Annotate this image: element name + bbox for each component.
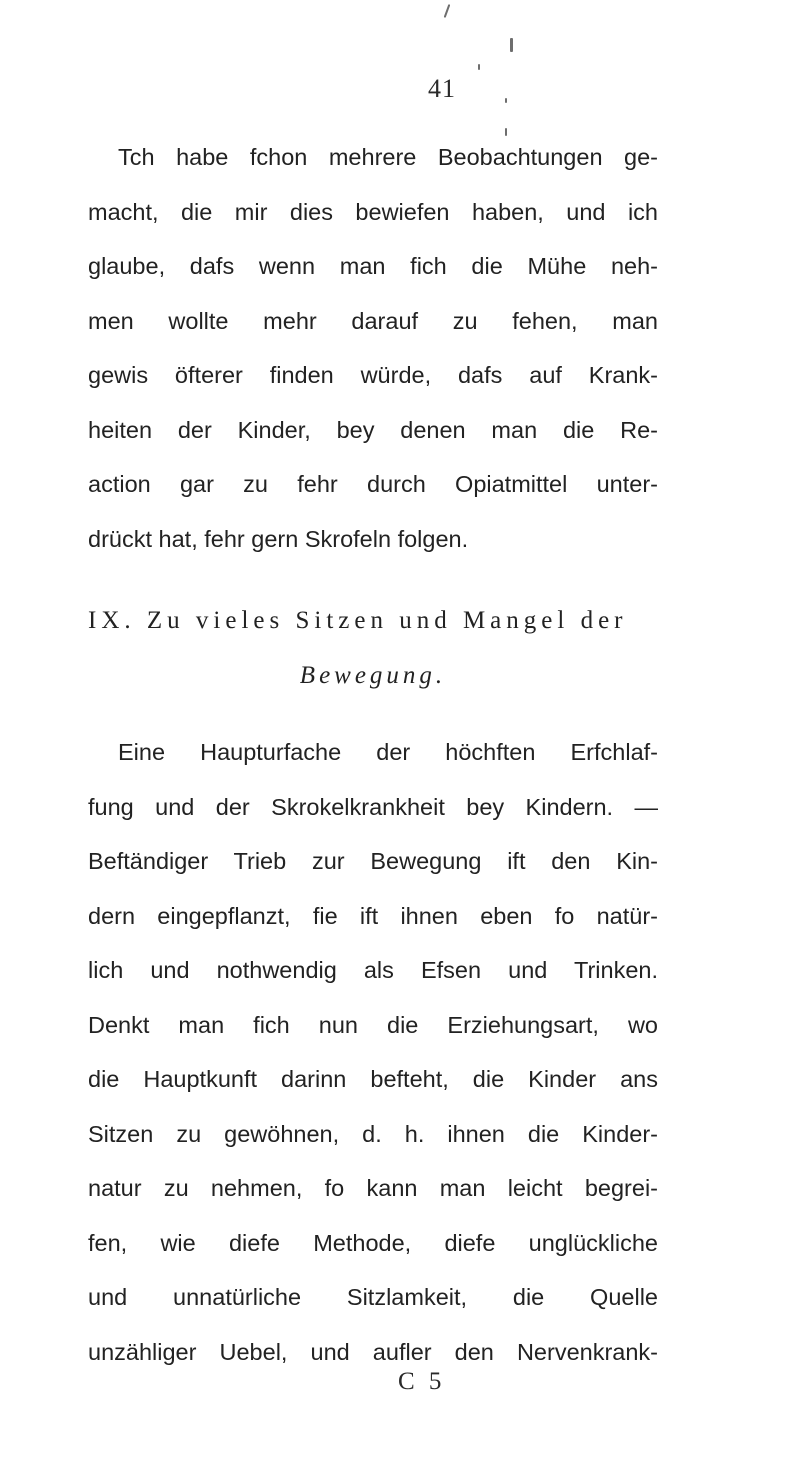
text-line: action gar zu fehr durch Opiatmittel unter-	[88, 471, 658, 497]
text-line: Denkt man fich nun die Erziehungsart, wo	[88, 1011, 658, 1038]
body-text	[88, 130, 658, 1379]
text-line: drückt hat, fehr gern Skrofeln folgen.	[88, 525, 469, 552]
text-line: dern eingepflanzt, fie ift ihnen eben fo natür-	[88, 902, 658, 929]
text-line: Sitzen zu gewöhnen, d. h. ihnen die Kinder-	[88, 1120, 658, 1147]
text-line: Eine Haupturfache der höchften Erfchlaf-	[118, 739, 658, 765]
text-line: fen, wie diefe Methode, diefe unglückliche	[88, 1229, 658, 1256]
text-line: men wollte mehr darauf zu fehen, man	[88, 307, 658, 334]
text-line: Beftändiger Trieb zur Bewegung ift den Kin-	[88, 848, 658, 874]
scan-speck	[478, 64, 480, 70]
text-line: und unnatürliche Sitzlamkeit, die Quelle	[88, 1284, 658, 1310]
text-line: fung und der Skrokelkrankheit bey Kindern. —	[88, 793, 658, 820]
section-heading-continued: Bewegung.	[299, 661, 447, 689]
section-heading: IX. Zu vieles Sitzen und Mangel der	[88, 607, 628, 634]
scan-speck	[505, 98, 507, 103]
text-line: lich und nothwendig als Efsen und Trinken.	[88, 957, 658, 983]
text-line: Tch habe fchon mehrere Beobachtungen ge-	[118, 144, 658, 170]
text-line: die Hauptkunft darinn befteht, die Kinder ans	[88, 1066, 658, 1092]
scan-speck	[444, 4, 451, 18]
signature-mark: C 5	[398, 1368, 446, 1395]
text-line: natur zu nehmen, fo kann man leicht begrei-	[88, 1175, 658, 1201]
scan-speck	[510, 38, 513, 52]
text-line: glaube, dafs wenn man fich die Mühe neh-	[88, 253, 658, 279]
text-line: unzähliger Uebel, und aufler den Nervenkrank-	[88, 1338, 658, 1365]
text-line: macht, die mir dies bewiefen haben, und ich	[88, 198, 658, 225]
page-number: 41	[428, 74, 456, 103]
text-line: gewis öfterer finden würde, dafs auf Krank-	[88, 362, 658, 388]
text-line: heiten der Kinder, bey denen man die Re-	[88, 416, 658, 443]
